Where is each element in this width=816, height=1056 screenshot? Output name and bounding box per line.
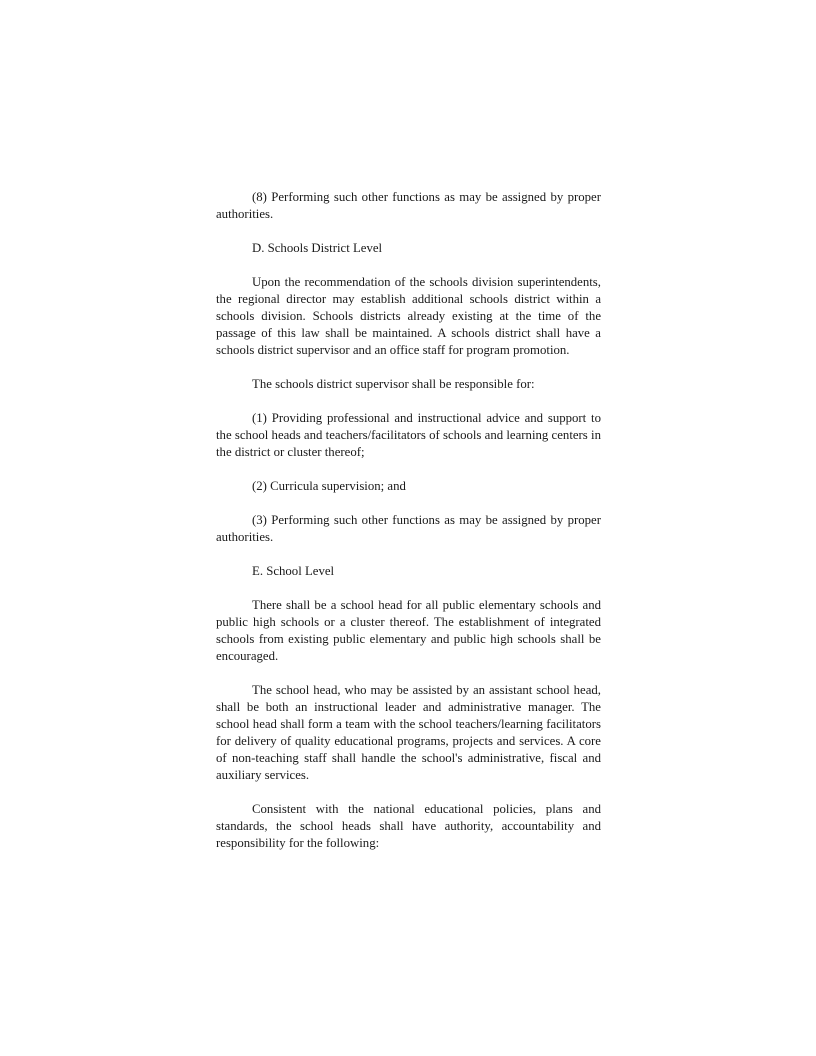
item-1-paragraph: (1) Providing professional and instructional advice and support to the school heads and teachers/facilitators of schools and learning centers in the district or cluster thereof; — [216, 411, 601, 459]
item-3-paragraph: (3) Performing such other functions as may be assigned by proper authorities. — [216, 513, 601, 544]
section-e-heading: E. School Level — [252, 564, 335, 578]
section-d-heading: D. Schools District Level — [252, 241, 383, 255]
school-head-role-paragraph: The school head, who may be assisted by an assistant school head, shall be both an instructional leader and administrative manager. The school head shall form a team with the school teachers/learning facilitators for delivery of quality educational programs, projects and services. A core of non-teaching staff shall handle the school's administrative, fiscal and auxiliary services. — [216, 683, 601, 782]
authority-intro-paragraph: Consistent with the national educational policies, plans and standards, the school heads shall have authority, accountability and responsibility for the following: — [216, 802, 601, 850]
school-head-paragraph: There shall be a school head for all public elementary schools and public high schools or a cluster thereof. The establishment of integrated schools from existing public elementary and public high schools shall be encouraged. — [216, 598, 601, 663]
item-8-paragraph: (8) Performing such other functions as may be assigned by proper authorities. — [216, 190, 601, 221]
schools-district-paragraph: Upon the recommendation of the schools division superintendents, the regional director may establish additional schools district within a schools division. Schools districts already existing at the time of the passage of this law shall be maintained. A schools district shall have a schools district supervisor and an office staff for program promotion. — [216, 275, 601, 357]
document-page — [216, 189, 601, 869]
item-2-paragraph: (2) Curricula supervision; and — [252, 479, 406, 493]
supervisor-responsibility-intro: The schools district supervisor shall be responsible for: — [252, 377, 535, 391]
